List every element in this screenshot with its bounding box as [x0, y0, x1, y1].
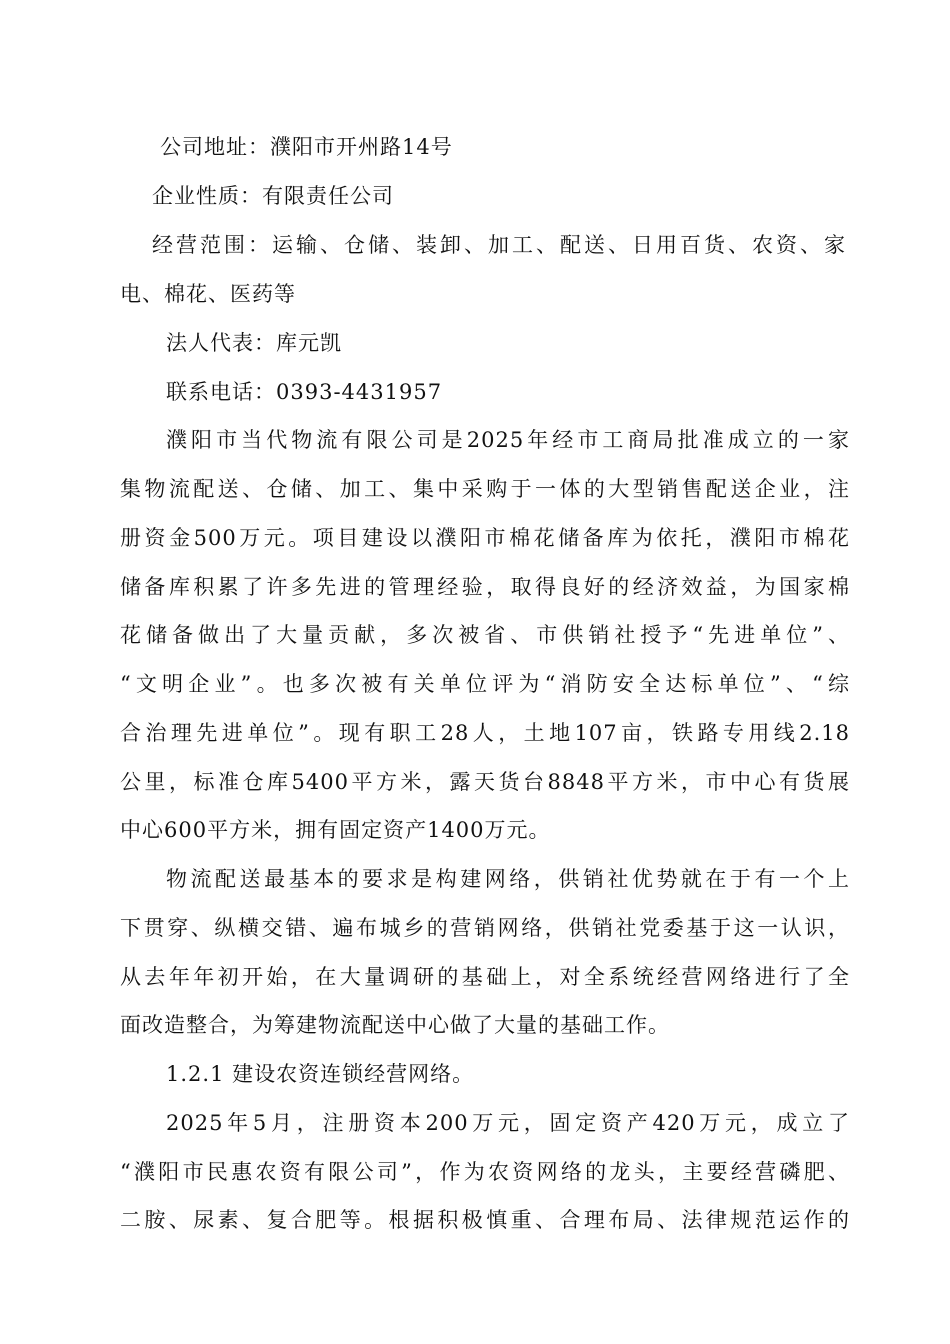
paragraph-3-line-1: 2025年5月，注册资本200万元，固定资产420万元，成立了	[166, 1111, 850, 1135]
paragraph-3-line-3: 二胺、尿素、复合肥等。根据积极慎重、合理布局、法律规范运作的	[120, 1208, 850, 1232]
business-scope-line-1: 经营范围：运输、仓储、装卸、加工、配送、日用百货、农资、家	[152, 233, 846, 257]
paragraph-1-line-4: 储备库积累了许多先进的管理经验，取得良好的经济效益，为国家棉	[120, 575, 850, 599]
paragraph-1-line-1: 濮阳市当代物流有限公司是2025年经市工商局批准成立的一家	[166, 428, 850, 452]
paragraph-2-line-1: 物流配送最基本的要求是构建网络，供销社优势就在于有一个上	[166, 867, 850, 891]
legal-representative: 法人代表：库元凯	[166, 331, 342, 355]
company-nature: 企业性质：有限责任公司	[152, 184, 394, 208]
paragraph-3-line-2: “濮阳市民惠农资有限公司”，作为农资网络的龙头，主要经营磷肥、	[120, 1160, 850, 1184]
paragraph-1-line-9: 中心600平方米，拥有固定资产1400万元。	[120, 818, 551, 842]
paragraph-1-line-2: 集物流配送、仓储、加工、集中采购于一体的大型销售配送企业，注	[120, 477, 850, 501]
paragraph-1-line-5: 花储备做出了大量贡献，多次被省、市供销社授予“先进单位”、	[120, 623, 850, 647]
business-scope-line-2: 电、棉花、医药等	[120, 282, 296, 306]
paragraph-2-line-4: 面改造整合，为筹建物流配送中心做了大量的基础工作。	[120, 1013, 670, 1037]
paragraph-1-line-3: 册资金500万元。项目建设以濮阳市棉花储备库为依托，濮阳市棉花	[120, 526, 850, 550]
section-heading-1-2-1: 1.2.1 建设农资连锁经营网络。	[166, 1062, 475, 1086]
paragraph-1-line-6: “文明企业”。也多次被有关单位评为“消防安全达标单位”、“综	[120, 672, 850, 696]
paragraph-1-line-7: 合治理先进单位”。现有职工28人，土地107亩，铁路专用线2.18	[120, 721, 850, 745]
paragraph-2-line-3: 从去年年初开始，在大量调研的基础上，对全系统经营网络进行了全	[120, 965, 850, 989]
contact-phone: 联系电话：0393-4431957	[166, 380, 443, 404]
company-address: 公司地址：濮阳市开州路14号	[160, 135, 453, 159]
paragraph-1-line-8: 公里，标准仓库5400平方米，露天货台8848平方米，市中心有货展	[120, 770, 850, 794]
paragraph-2-line-2: 下贯穿、纵横交错、遍布城乡的营销网络，供销社党委基于这一认识，	[120, 916, 850, 940]
